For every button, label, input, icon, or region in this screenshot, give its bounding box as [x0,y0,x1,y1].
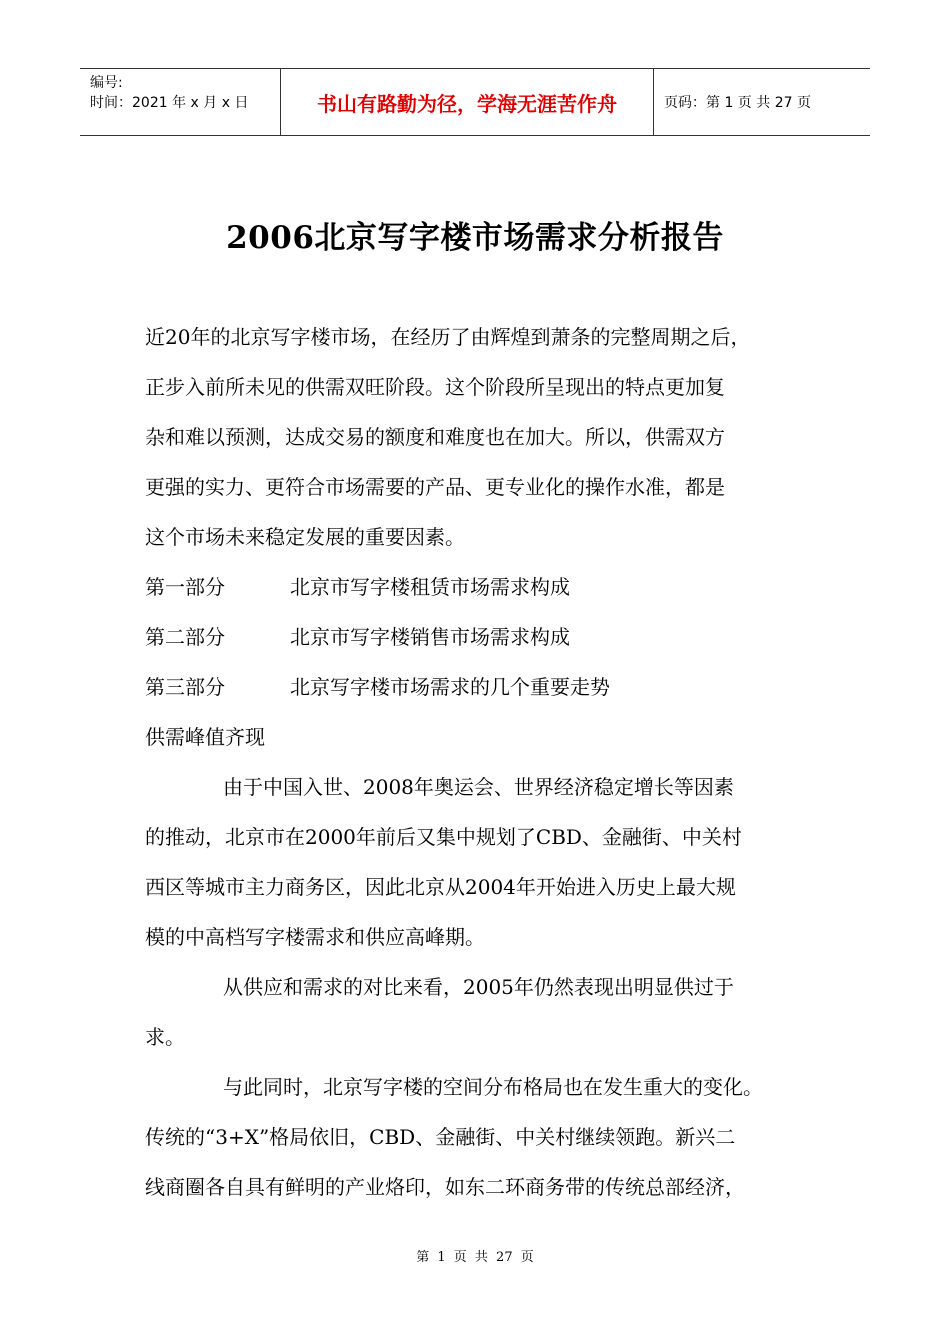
subheading: 供需峰值齐现 [145,725,265,749]
section-label: 第三部分 [145,675,225,699]
header-motto: 书山有路勤为径，学海无涯苦作舟 [280,69,654,135]
page-footer: 第 1 页 共 27 页 [416,1250,534,1265]
section-item-1 [145,562,825,612]
paragraph-line: 求。 [145,1025,185,1049]
section-item-2 [145,612,825,662]
intro-line: 这个市场未来稳定发展的重要因素。 [145,525,465,549]
page-header [80,68,870,136]
section-text: 北京市写字楼销售市场需求构成 [290,625,570,649]
section-text: 北京市写字楼租赁市场需求构成 [290,575,570,599]
header-meta [80,69,280,135]
paragraph-line: 的推动，北京市在2000年前后又集中规划了CBD、金融街、中关村 [145,825,742,849]
paragraph-line: 西区等城市主力商务区，因此北京从2004年开始进入历史上最大规 [145,875,736,899]
intro-line: 正步入前所未见的供需双旺阶段。这个阶段所呈现出的特点更加复 [145,375,725,399]
intro-line: 更强的实力、更符合市场需要的产品、更专业化的操作水准，都是 [145,475,725,499]
paragraph-line: 模的中高档写字楼需求和供应高峰期。 [145,925,485,949]
document-body [145,312,825,1212]
section-text: 北京写字楼市场需求的几个重要走势 [290,675,610,699]
paragraph-line: 与此同时，北京写字楼的空间分布格局也在发生重大的变化。 [223,1075,763,1099]
paragraph-line: 传统的“3+X”格局依旧，CBD、金融街、中关村继续领跑。新兴二 [145,1125,736,1149]
document-number-label: 编号: [90,75,123,91]
paragraph-line: 从供应和需求的对比来看，2005年仍然表现出明显供过于 [223,975,734,999]
document-title: 2006北京写字楼市场需求分析报告 [226,220,724,256]
header-page-info: 页码：第 1 页 共 27 页 [664,95,811,111]
intro-line: 杂和难以预测，达成交易的额度和难度也在加大。所以，供需双方 [145,425,725,449]
paragraph-line: 线商圈各自具有鲜明的产业烙印，如东二环商务带的传统总部经济， [145,1175,745,1199]
section-item-3 [145,662,825,712]
paragraph-line: 由于中国入世、2008年奥运会、世界经济稳定增长等因素 [223,775,734,799]
document-date: 时间：2021 年 x 月 x 日 [90,95,249,111]
section-label: 第一部分 [145,575,225,599]
intro-line: 近20年的北京写字楼市场，在经历了由辉煌到萧条的完整周期之后， [145,325,751,349]
section-label: 第二部分 [145,625,225,649]
